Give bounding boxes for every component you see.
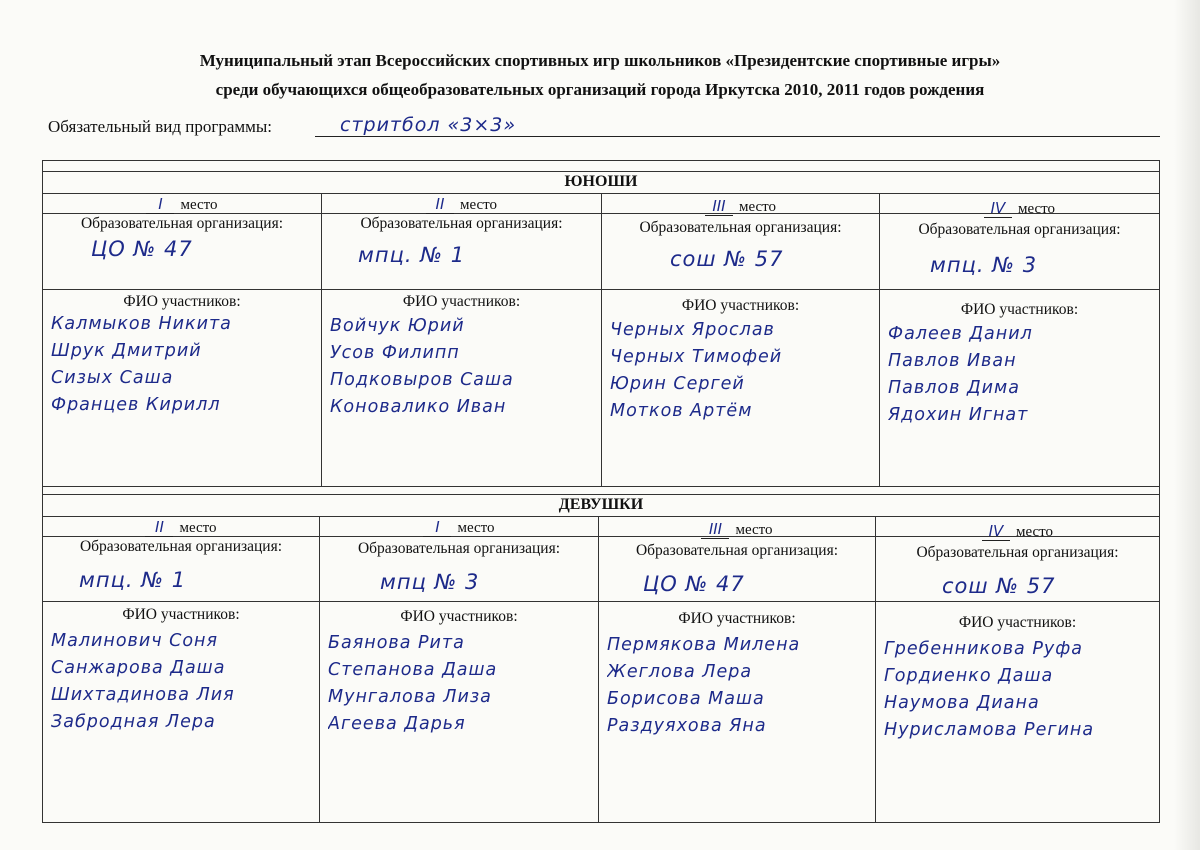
participant-name: Агеева Дарья: [328, 714, 466, 734]
girls-names-2: [328, 630, 594, 738]
org-label: Образовательная организация:: [916, 544, 1119, 561]
fio-label: ФИО участников:: [122, 606, 240, 623]
results-table: [42, 160, 1160, 823]
girls-place-2: [320, 518, 598, 536]
document-title-line-1: Муниципальный этап Всероссийских спортивных игр школьников «Президентские спортивные игры»: [199, 51, 1001, 70]
fio-label: ФИО участников:: [958, 614, 1077, 631]
girls-org-2: мпц № 3: [380, 570, 480, 594]
place-word: место: [1015, 524, 1054, 540]
participant-name: Павлов Иван: [888, 351, 1017, 371]
boys-column-2: [322, 193, 601, 486]
fio-label: ФИО участников:: [678, 610, 796, 627]
girls-org-1: мпц. № 1: [79, 568, 187, 592]
fio-label: ФИО участников:: [960, 301, 1079, 318]
place-number: IV: [984, 199, 1012, 218]
participant-name: Калмыков Никита: [51, 314, 232, 334]
girls-column-3: [599, 516, 875, 822]
participant-name: Юрин Сергей: [610, 374, 745, 394]
girls-org-4: сош № 57: [942, 574, 1056, 598]
participant-name: Черных Тимофей: [610, 347, 783, 367]
participant-name: Степанова Даша: [328, 660, 498, 680]
boys-names-3: [610, 317, 875, 425]
participant-name: Сизых Саша: [51, 368, 174, 388]
place-number: II: [145, 518, 173, 537]
participant-name: Мунгалова Лиза: [328, 687, 492, 707]
place-word: место: [180, 197, 218, 213]
participant-name: Малинович Соня: [51, 631, 219, 651]
boys-top-divider: [43, 171, 1159, 172]
boys-heading: ЮНОШИ: [43, 171, 1159, 194]
boys-place-2: [322, 195, 601, 213]
place-number: III: [705, 197, 733, 216]
participant-name: Францев Кирилл: [51, 395, 221, 415]
girls-column-4: [876, 516, 1159, 822]
program-underline: [315, 136, 1160, 137]
org-label: Образовательная организация:: [635, 542, 839, 559]
boys-place-1: [43, 195, 321, 213]
participant-name: Шихтадинова Лия: [51, 685, 235, 705]
participant-name: Усов Филипп: [330, 343, 460, 363]
girls-column-2: [320, 516, 598, 822]
girls-column-1: [43, 516, 319, 822]
boys-column-1: [43, 193, 321, 486]
place-word: место: [735, 522, 773, 538]
participant-name: Шрук Дмитрий: [51, 341, 202, 361]
org-label: Образовательная организация:: [918, 221, 1121, 238]
boys-org-2: мпц. № 1: [358, 243, 466, 267]
fio-label: ФИО участников:: [123, 293, 241, 310]
participant-name: Раздуяхова Яна: [607, 716, 767, 736]
place-number: I: [146, 195, 174, 214]
girls-top-divider: [43, 486, 1159, 487]
place-number: IV: [982, 522, 1010, 541]
program-label: Обязательный вид программы:: [48, 117, 273, 136]
place-word: место: [179, 520, 217, 536]
girls-place-3: [599, 520, 875, 538]
place-word: место: [459, 197, 498, 213]
girls-place-1: [43, 518, 319, 536]
participant-name: Наумова Диана: [884, 693, 1040, 713]
participant-name: Жеглова Лера: [607, 662, 753, 682]
girls-names-4: [884, 636, 1155, 744]
participant-name: Борисова Маша: [607, 689, 765, 709]
girls-place-4: [876, 522, 1159, 540]
fio-label: ФИО участников:: [402, 293, 521, 310]
place-number: I: [423, 518, 451, 537]
org-label: Образовательная организация:: [360, 215, 563, 232]
boys-place-3: [602, 197, 879, 215]
boys-names-4: [888, 321, 1155, 429]
boys-names-1: [51, 311, 317, 419]
place-number: II: [426, 195, 454, 214]
participant-name: Войчук Юрий: [330, 316, 465, 336]
boys-column-3: [602, 193, 879, 486]
place-word: место: [738, 199, 777, 215]
fio-label: ФИО участников:: [681, 297, 800, 314]
girls-heading: ДЕВУШКИ: [43, 494, 1159, 517]
girls-heading-divider: [43, 494, 1159, 495]
participant-name: Подковыров Саша: [330, 370, 514, 390]
org-label: Образовательная организация:: [357, 540, 561, 557]
boys-org-4: мпц. № 3: [930, 253, 1038, 277]
participant-name: Гребенникова Руфа: [884, 639, 1083, 659]
girls-org-3: ЦО № 47: [643, 572, 745, 596]
participant-name: Фалеев Данил: [888, 324, 1033, 344]
org-label: Образовательная организация:: [80, 215, 284, 232]
girls-names-1: [51, 628, 315, 736]
participant-name: Пермякова Милена: [607, 635, 801, 655]
participant-name: Гордиенко Даша: [884, 666, 1054, 686]
org-label: Образовательная организация:: [639, 219, 842, 236]
boys-names-2: [330, 313, 597, 421]
org-label: Образовательная организация:: [79, 538, 283, 555]
participant-name: Мотков Артём: [610, 401, 753, 421]
boys-column-4: [880, 193, 1159, 486]
program-value: стритбол «3×3»: [340, 114, 517, 136]
place-number: III: [701, 520, 729, 539]
participant-name: Павлов Дима: [888, 378, 1020, 398]
participant-name: Баянова Рита: [328, 633, 465, 653]
participant-name: Черных Ярослав: [610, 320, 775, 340]
place-word: место: [457, 520, 495, 536]
participant-name: Ядохин Игнат: [888, 405, 1029, 425]
girls-names-3: [607, 632, 871, 740]
boys-org-3: сош № 57: [670, 247, 784, 271]
boys-org-1: ЦО № 47: [91, 237, 193, 261]
participant-name: Нурисламова Регина: [884, 720, 1095, 740]
document-title-line-2: среди обучающихся общеобразовательных организаций города Иркутска 2010, 2011 годов рождения: [215, 80, 985, 99]
boys-place-4: [880, 199, 1159, 217]
participant-name: Санжарова Даша: [51, 658, 226, 678]
fio-label: ФИО участников:: [400, 608, 518, 625]
place-word: место: [1017, 201, 1056, 217]
participant-name: Коновалико Иван: [330, 397, 507, 417]
page-edge-shadow: [1174, 0, 1200, 850]
participant-name: Забродная Лера: [51, 712, 216, 732]
